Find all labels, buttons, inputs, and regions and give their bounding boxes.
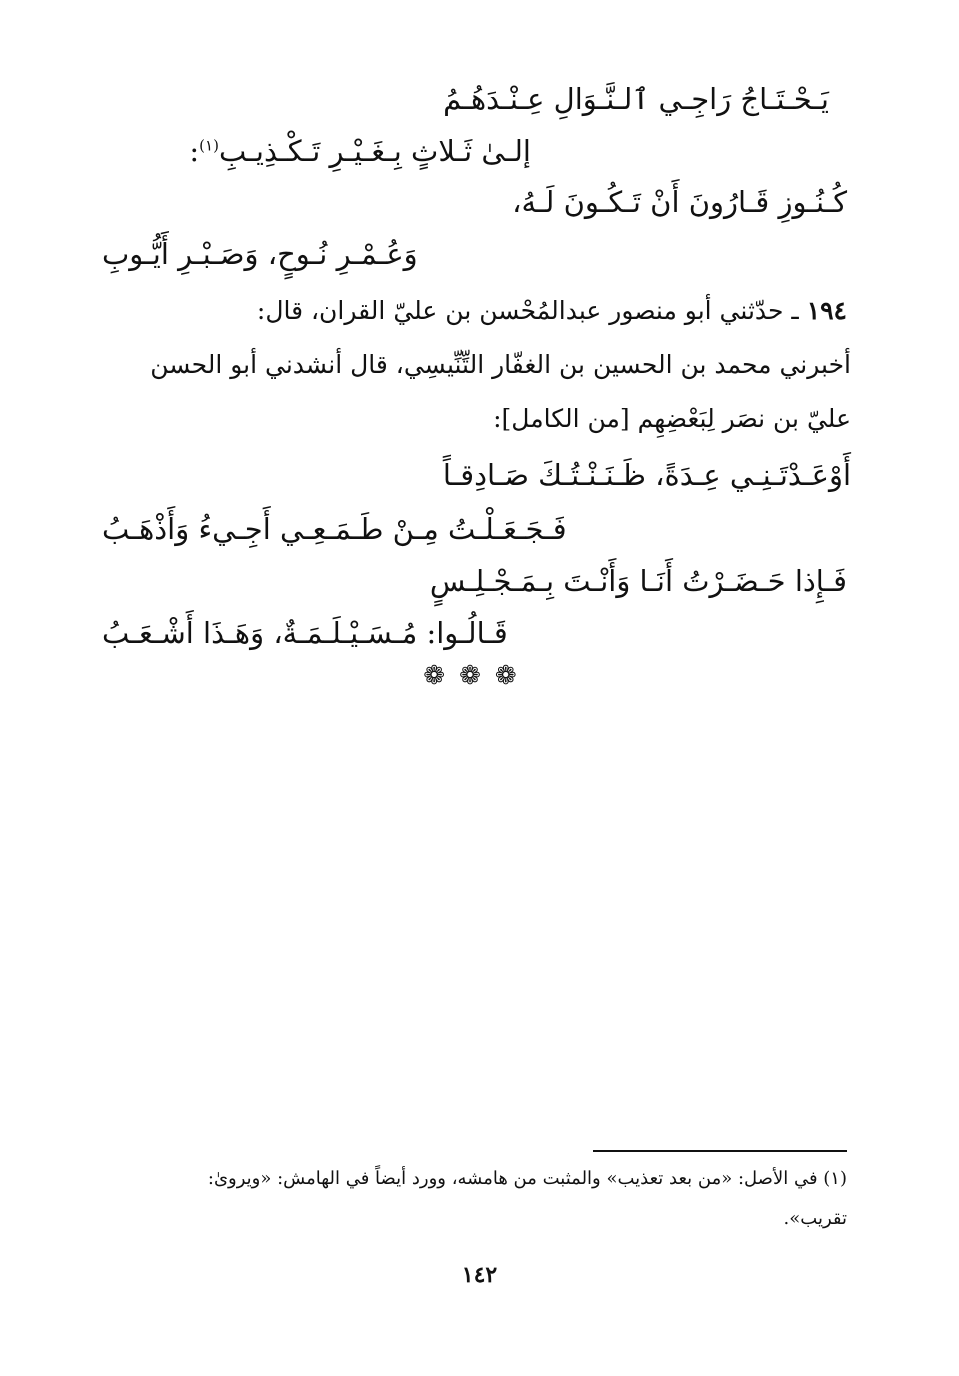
- footnote-marker[interactable]: (١): [199, 136, 219, 155]
- poem2-line4: قَـالُـوا: مُـسَـيْـلَـمَـةٌ، وَهَـذَا أَشْـعَـبُ: [102, 616, 508, 650]
- poem1-line1: يَـحْـتَـاجُ رَاجِـي ٱلـنَّـوَالِ عِـنْـدَهُـمُ: [443, 82, 829, 116]
- footnote-separator: [593, 1150, 847, 1152]
- entry-line2: أخبرني محمد بن الحسين بن الغفّار التِّنِّيسِي، قال أنشدني أبو الحسن: [150, 350, 851, 379]
- entry-number: ١٩٤: [806, 296, 847, 325]
- section-ornaments: [400, 661, 540, 691]
- poem2-line2: فَـجَـعَـلْـتُ مِـنْ طَـمَـعِـي أَجِـيءُ وَأَذْهَـبُ: [102, 512, 567, 546]
- poem1-line2-text: إلـىٰ ثَـلاثٍ بِـغَـيْـرِ تَـكْـذِيـبِ: [218, 134, 531, 168]
- footnote-line1: (١) في الأصل: «من بعد تعذيب» والمثبت من هامشه، وورد أيضاً في الهامش: «ويروىٰ:: [207, 1168, 847, 1189]
- page-number: ١٤٢: [461, 1262, 498, 1288]
- entry-line1: [257, 296, 847, 325]
- entry-line3: عليّ بن نصَر لِبَعْضِهِم [من الكامل]:: [493, 404, 851, 433]
- poem1-line3: كُـنُـوزِ قَـارُونَ أَنْ تَـكُـونَ لَـهُ،: [512, 185, 847, 219]
- poem1-line4: وَعُـمْـرِ نُـوحٍ، وَصَـبْـرِ أَيُّـوبِ: [102, 237, 418, 271]
- poem2-line1: أَوْعَـدْتَـنِـي عِـدَةً، ظَـنَـنْـتُـكَ صَـادِقـاً: [442, 458, 851, 492]
- flower-ornament-icon: ❁: [494, 661, 517, 691]
- flower-ornament-icon: ❁: [423, 661, 446, 691]
- poem2-line3: فَـإِذا حَـضَـرْتُ أَنَـا وَأَنْـتَ بِـمَـجْـلِـسٍ: [429, 564, 847, 598]
- entry-line1-text: ـ حدّثني أبو منصور عبدالمُحْسن بن عليّ القران، قال:: [256, 296, 799, 325]
- flower-ornament-icon: ❁: [459, 661, 481, 691]
- poem1-line2: [189, 134, 531, 168]
- poem1-line2-colon: :: [189, 134, 200, 168]
- footnote-line2: تقريب».: [783, 1208, 847, 1229]
